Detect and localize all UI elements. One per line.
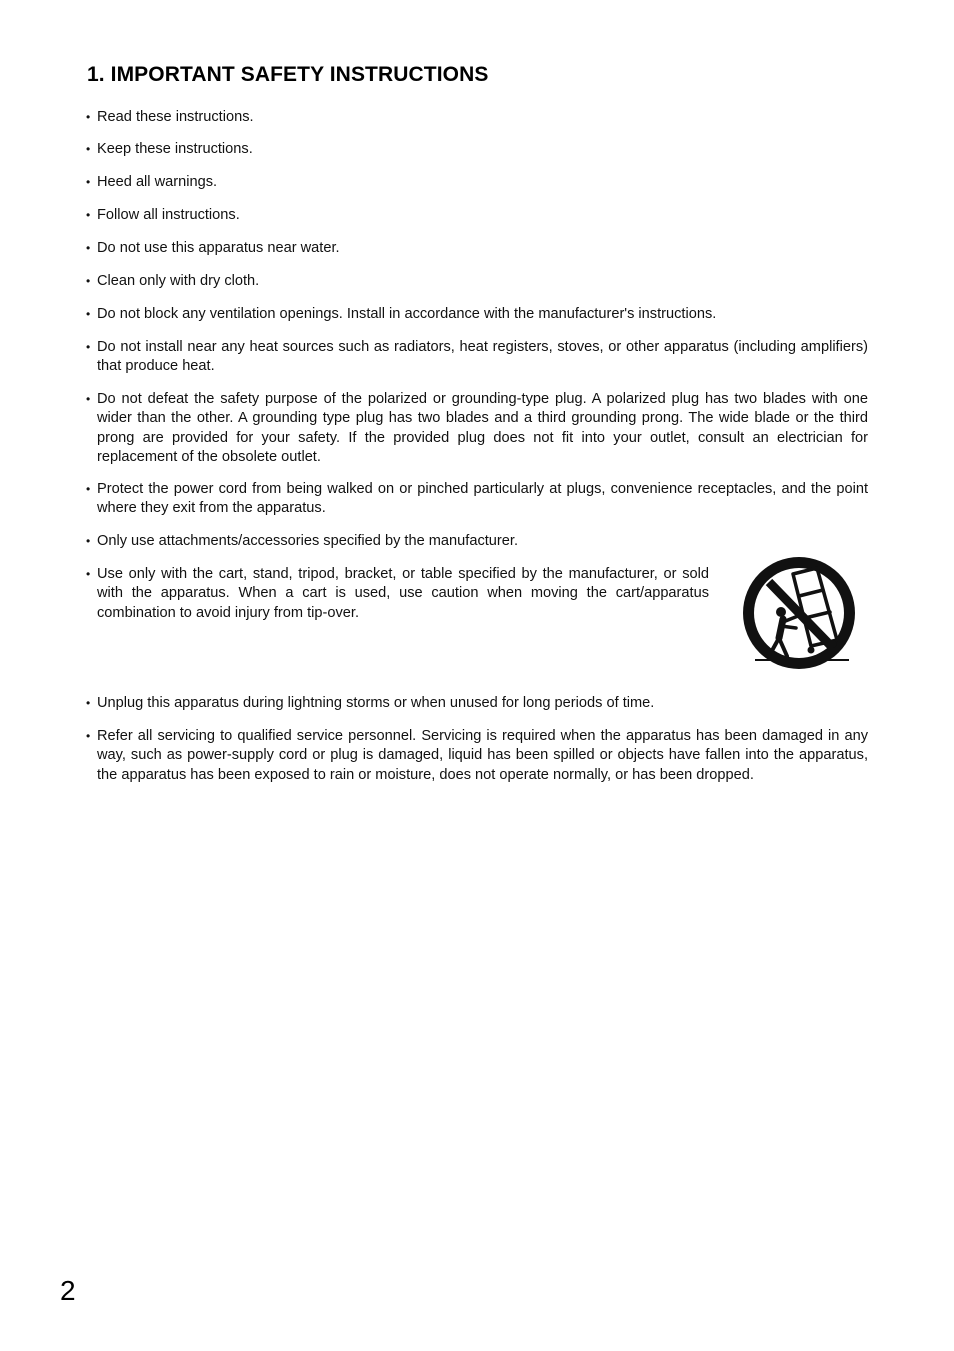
bullet: •: [86, 392, 91, 406]
bullet: •: [86, 534, 91, 548]
bullet: •: [86, 142, 91, 156]
bullet: •: [86, 307, 91, 321]
instruction-text: Do not install near any heat sources such as radiators, heat registers, stoves, or other apparatus (including amplifiers) that produce heat.: [97, 339, 868, 375]
instruction-item: [86, 338, 868, 377]
bullet: •: [86, 696, 91, 710]
instruction-item: [86, 694, 868, 713]
instruction-item: [86, 532, 868, 551]
bullet: •: [86, 110, 91, 124]
instruction-text: Do not use this apparatus near water.: [97, 240, 340, 256]
instruction-text: Clean only with dry cloth.: [97, 273, 260, 289]
instruction-item: [86, 480, 868, 519]
instruction-item: [86, 305, 868, 324]
instruction-item: [86, 390, 868, 467]
instruction-text: Heed all warnings.: [97, 174, 218, 190]
page-number: 2: [60, 1275, 76, 1306]
bullet: •: [86, 729, 91, 743]
instruction-text: Use only with the cart, stand, tripod, bracket, or table specified by the manufacturer, or sold with the apparatus. When a cart is used, use caution when moving the cart/apparatus combination to avoid injury from tip-over.: [97, 566, 709, 621]
bullet: •: [86, 241, 91, 255]
instruction-item: [86, 727, 868, 785]
instruction-text: Read these instructions.: [97, 109, 254, 125]
instruction-item: [86, 206, 868, 225]
instruction-item: [86, 272, 868, 291]
instruction-text: Only use attachments/accessories specified by the manufacturer.: [97, 533, 518, 549]
page-title: 1. IMPORTANT SAFETY INSTRUCTIONS: [87, 63, 489, 86]
bullet: •: [86, 340, 91, 354]
bullet: •: [86, 175, 91, 189]
bullet: •: [86, 567, 91, 581]
instruction-item: [86, 239, 868, 258]
instruction-text: Do not defeat the safety purpose of the polarized or grounding-type plug. A polarized plug has two blades with one wider than the other. A grounding type plug has two blades and a third grounding prong. The wide blade or the third prong are provided for your safety. If the provided plug does not fit into your outlet, consult an electrician for replacement of the obsolete outlet.: [97, 391, 868, 465]
instruction-text: Unplug this apparatus during lightning storms or when unused for long periods of time.: [97, 695, 655, 711]
cart-tip-over-warning-icon: [741, 556, 857, 672]
instruction-item: [86, 173, 868, 192]
instruction-text: Protect the power cord from being walked on or pinched particularly at plugs, convenience receptacles, and the point where they exit from the apparatus.: [97, 481, 868, 517]
instruction-item: [86, 108, 868, 127]
instruction-text: Follow all instructions.: [97, 207, 240, 223]
bullet: •: [86, 482, 91, 496]
bullet: •: [86, 274, 91, 288]
instruction-text: Do not block any ventilation openings. Install in accordance with the manufacturer's instructions.: [97, 306, 717, 322]
instruction-item: [86, 140, 868, 159]
instruction-item: [86, 565, 709, 623]
bullet: •: [86, 208, 91, 222]
instruction-text: Keep these instructions.: [97, 141, 253, 157]
instruction-text: Refer all servicing to qualified service personnel. Servicing is required when the apparatus has been damaged in any way, such as power-supply cord or plug is damaged, liquid has been spilled or objects have fallen into the apparatus, the apparatus has been exposed to rain or moisture, does not operate normally, or has been dropped.: [97, 728, 868, 783]
